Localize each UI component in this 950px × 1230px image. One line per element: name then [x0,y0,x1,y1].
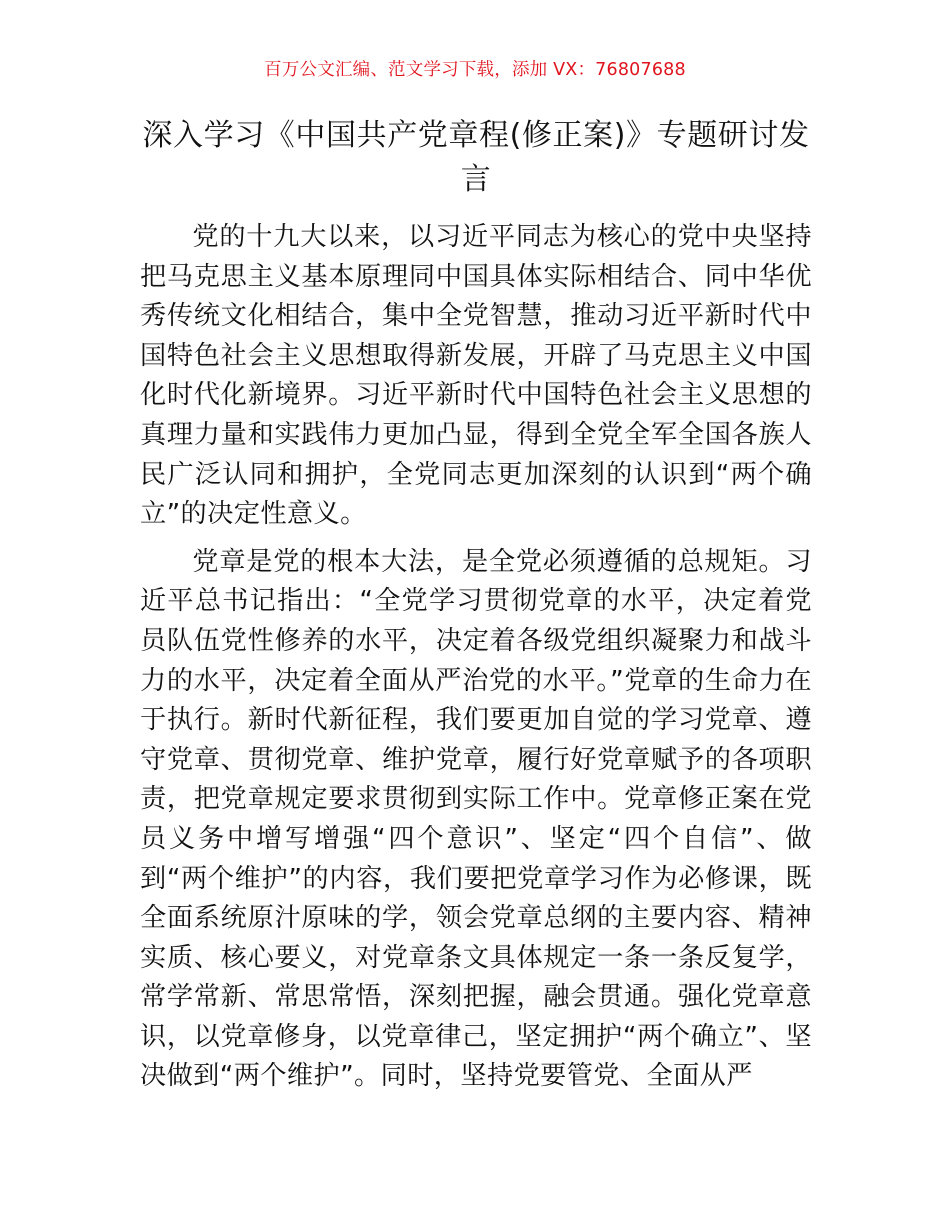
document-title: 深入学习《中国共产党章程(修正案)》专题研讨发言 [142,118,810,197]
document-body [140,218,812,1105]
paragraph-2: 党章是党的根本大法，是全党必须遵循的总规矩。习近平总书记指出：“全党学习贯彻党章的水平，决定着党员队伍党性修养的水平，决定着各级党组织凝聚力和战斗力的水平，决定着全面从严治党的水平。”党章的生命力在于执行。新时代新征程，我们要更加自觉的学习党章、遵守党章、贯彻党章、维护党章，履行好党章赋予的各项职责，把党章规定要求贯彻到实际工作中。党章修正案在党员义务中增写增强“四个意识”、坚定“四个自信”、做到“两个维护”的内容，我们要把党章学习作为必修课，既全面系统原汁原味的学，领会党章总纲的主要内容、精神实质、核心要义，对党章条文具体规定一条一条反复学，常学常新、常思常悟，深刻把握，融会贯通。强化党章意识，以党章修身，以党章律己，坚定拥护“两个确立”、坚决做到“两个维护”。同时，坚持党要管党、全面从严 [140,546,812,1092]
paragraph-1: 党的十九大以来，以习近平同志为核心的党中央坚持把马克思主义基本原理同中国具体实际相结合、同中华优秀传统文化相结合，集中全党智慧，推动习近平新时代中国特色社会主义思想取得新发展，开辟了马克思主义中国化时代化新境界。习近平新时代中国特色社会主义思想的真理力量和实践伟力更加凸显，得到全党全军全国各族人民广泛认同和拥护，全党同志更加深刻的认识到“两个确立”的决定性意义。 [140,222,812,530]
watermark-header: 百万公文汇编、范文学习下载，添加 VX：76807688 [264,60,686,80]
